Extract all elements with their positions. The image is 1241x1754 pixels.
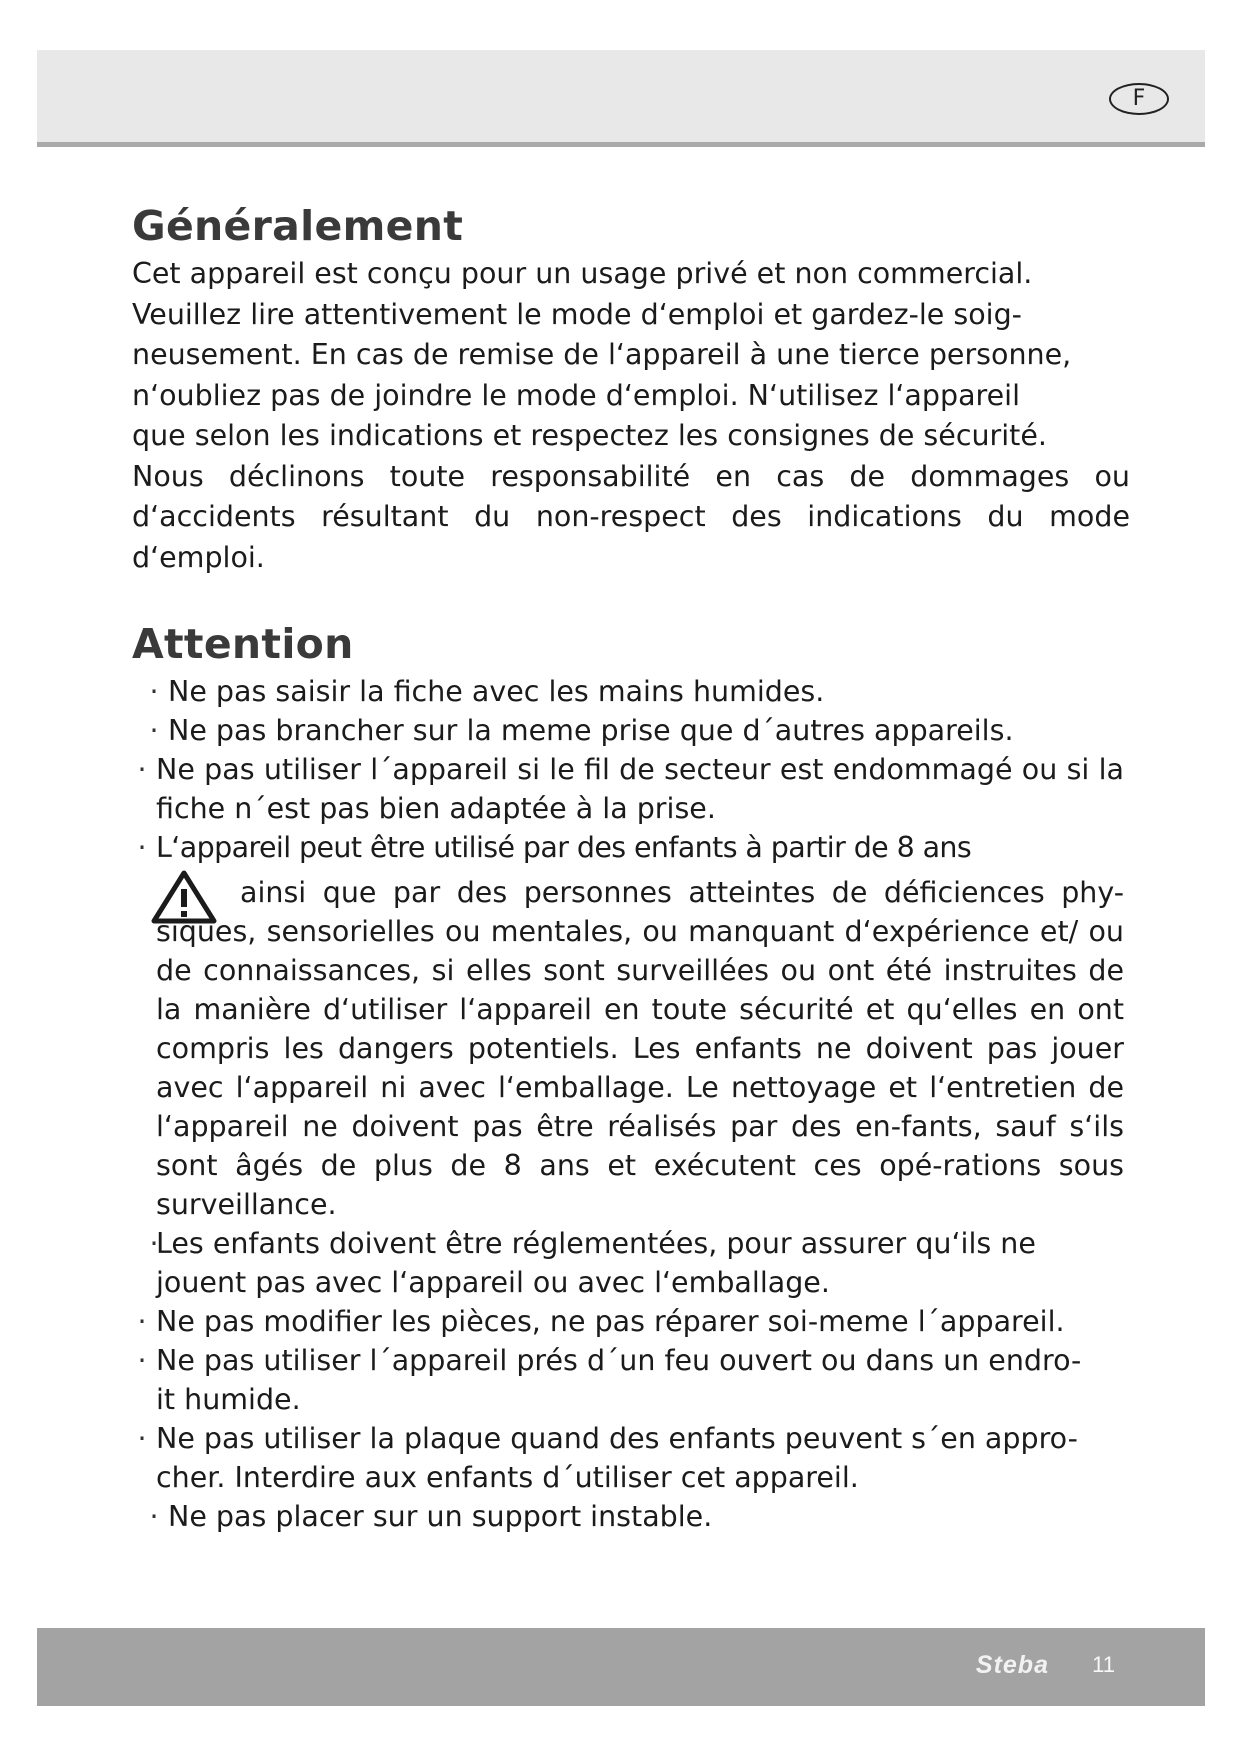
paragraph-line: Nous déclinons toute responsabilité en cas de dommages ou (132, 459, 1130, 493)
item-text-continued: ainsi que par des personnes atteintes de déficiences phy-siques, sensorielles ou mentales, ou manquant d‘expérience et/ ou de connaissances, si elles sont surveillées ou ont été instruites de la manière d‘utiliser l‘appareil en toute sécurité et qu‘elles en ont compris les dangers potentiels. Les enfants ne doivent pas jouer avec l‘appareil ni avec l‘emballage. Le nettoyage et l‘entretien de l‘appareil ne doivent pas être réalisés par des en-fants, sauf s‘ils sont âgés de plus de 8 ans et exécutent ces opé-rations sous surveillance. (156, 876, 1124, 1221)
item-text: Ne pas saisir la fiche avec les mains humides. (168, 675, 825, 708)
bullet-dot: · (137, 753, 147, 786)
paragraph-line: d‘accidents résultant du non-respect des indications du mode (132, 500, 1130, 533)
page-header (37, 50, 1205, 147)
bullet-dot: · (149, 1227, 159, 1260)
brand-logo: Steba (975, 1651, 1049, 1679)
bullet-dot: · (149, 714, 159, 747)
bullet-dot: · (137, 1422, 147, 1455)
list-item (132, 1419, 1132, 1497)
item-text: Les enfants doivent être réglementées, pour assurer qu‘ils ne jouent pas avec l‘appareil ou avec l‘emballage. (156, 1227, 1036, 1299)
paragraph-line: d‘emploi. (132, 540, 265, 574)
bullet-dot: · (149, 675, 159, 708)
item-text: Ne pas utiliser la plaque quand des enfants peuvent s´en appro-cher. Interdire aux enfants d´utiliser cet appareil. (156, 1422, 1078, 1494)
section-title-general: Généralement (132, 202, 464, 250)
item-text: Ne pas modifier les pièces, ne pas réparer soi-meme l´appareil. (156, 1305, 1065, 1338)
warning-list (132, 672, 1132, 1536)
item-text: Ne pas brancher sur la meme prise que d´autres appareils. (168, 714, 1014, 747)
list-item (132, 1341, 1132, 1419)
list-item (132, 672, 1132, 711)
list-item (132, 711, 1132, 750)
list-item (132, 1224, 1132, 1302)
paragraph-line: Veuillez lire attentivement le mode d‘emploi et gardez-le soig- (132, 297, 1022, 331)
bullet-dot: · (137, 1305, 147, 1338)
item-text: Ne pas utiliser l´appareil prés d´un feu ouvert ou dans un endro-it humide. (156, 1344, 1082, 1416)
list-item-child-safety (132, 828, 1132, 1224)
section-title-attention: Attention (132, 620, 354, 668)
page-content (132, 200, 1132, 1536)
bullet-dot: · (137, 831, 147, 864)
list-item (132, 750, 1132, 828)
paragraph-line: que selon les indications et respectez les consignes de sécurité. (132, 419, 1047, 452)
item-text: Ne pas placer sur un support instable. (168, 1500, 713, 1533)
bullet-dot: · (137, 1344, 147, 1377)
paragraph-line: neusement. En cas de remise de l‘appareil à une tierce personne, (132, 338, 1072, 371)
bullet-dot: · (149, 1500, 159, 1533)
paragraph-line: Cet appareil est conçu pour un usage privé et non commercial. (132, 257, 1033, 290)
page-footer (37, 1628, 1205, 1706)
list-item (132, 1302, 1132, 1341)
page-number: 11 (1092, 1652, 1115, 1677)
general-paragraph (132, 254, 1130, 578)
item-text-first: L‘appareil peut être utilisé par des enfants à partir de 8 ans (156, 831, 972, 864)
item-text: Ne pas utiliser l´appareil si le fil de secteur est endommagé ou si la fiche n´est pas bien adaptée à la prise. (156, 753, 1124, 825)
list-item (132, 1497, 1132, 1536)
language-badge: F (1109, 83, 1169, 115)
paragraph-line: n‘oubliez pas de joindre le mode d‘emploi. N‘utilisez l‘appareil (132, 378, 1021, 412)
